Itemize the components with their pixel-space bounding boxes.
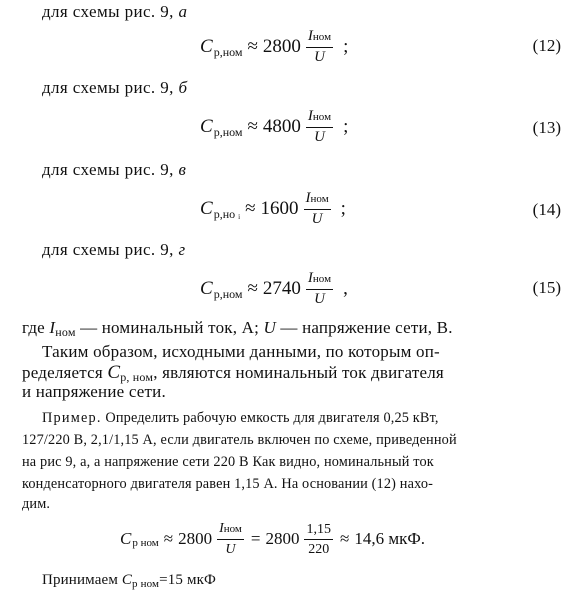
equation-number-14: (14) xyxy=(532,200,561,219)
example-line-1: Пример. Определить рабочую емкость для двигателя 0,25 кВт, xyxy=(42,410,439,426)
scheme-label-v: для схемы рис. 9, в xyxy=(42,160,187,179)
example-line-2: 127/220 В, 2,1/1,15 А, если двигатель включен по схеме, приведенной xyxy=(22,432,457,448)
where-clause: где Iном — номинальный ток, А; U — напряжение сети, В. xyxy=(22,318,453,339)
fraction: $\frac{\text{Iном}}{U}$ xyxy=(219,521,242,557)
equation-number-13: (13) xyxy=(532,118,561,137)
calculation-formula: C р ном ≈ 2800 $\frac{\text{Iном}}{U}$ = 2800 $\frac{1,15}{220}$ ≈ 14,6 мкФ. xyxy=(120,521,426,557)
accept-line: Принимаем $C_{р ном}=15$ мкФ xyxy=(42,572,217,590)
fraction: $\frac{\text{Iном}}{U}$ xyxy=(305,190,329,227)
formula-13: C р,ном ≈ 4800 $\frac{\text{Iном}}{U}$ ; xyxy=(200,108,349,145)
summary-line-2: ределяется Cр, ном, являются номинальный ток двигателя xyxy=(22,362,444,384)
fraction: $\frac{\text{Iном}}{U}$ xyxy=(307,108,332,145)
example-line-5: дим. xyxy=(22,496,51,512)
summary-line-1: Таким образом, исходными данными, по которым оп- xyxy=(42,342,440,361)
fraction: $\frac{1,15}{220}$ xyxy=(306,521,331,557)
formula-15: C р,ном ≈ 2740 $\frac{\text{Iном}}{U}$ , xyxy=(200,270,348,307)
formula-12: C р,ном ≈ 2800 $\frac{\text{Iном}}{U}$ ; xyxy=(200,28,349,65)
scheme-label-b: для схемы рис. 9, б xyxy=(42,78,188,97)
scheme-label-a: для схемы рис. 9, а xyxy=(42,2,188,21)
fraction: $\frac{\text{Iном}}{U}$ xyxy=(307,270,332,307)
formula-14: C р,но ᵢ ≈ 1600 $\frac{\text{Iном}}{U}$ ; xyxy=(200,190,346,227)
summary-line-3: и напряжение сети. xyxy=(22,382,166,401)
equation-number-15: (15) xyxy=(532,278,561,297)
example-line-3: на рис 9, а, а напряжение сети 220 В Как видно, номинальный ток xyxy=(22,454,434,470)
equation-number-12: (12) xyxy=(532,36,561,55)
example-line-4: конденсаторного двигателя равен 1,15 А. На основании (12) нахо- xyxy=(22,476,434,492)
example-heading: Пример. xyxy=(42,410,102,426)
scheme-label-g: для схемы рис. 9, г xyxy=(42,240,186,259)
fraction: $\frac{\text{Iном}}{U}$ xyxy=(307,28,332,65)
